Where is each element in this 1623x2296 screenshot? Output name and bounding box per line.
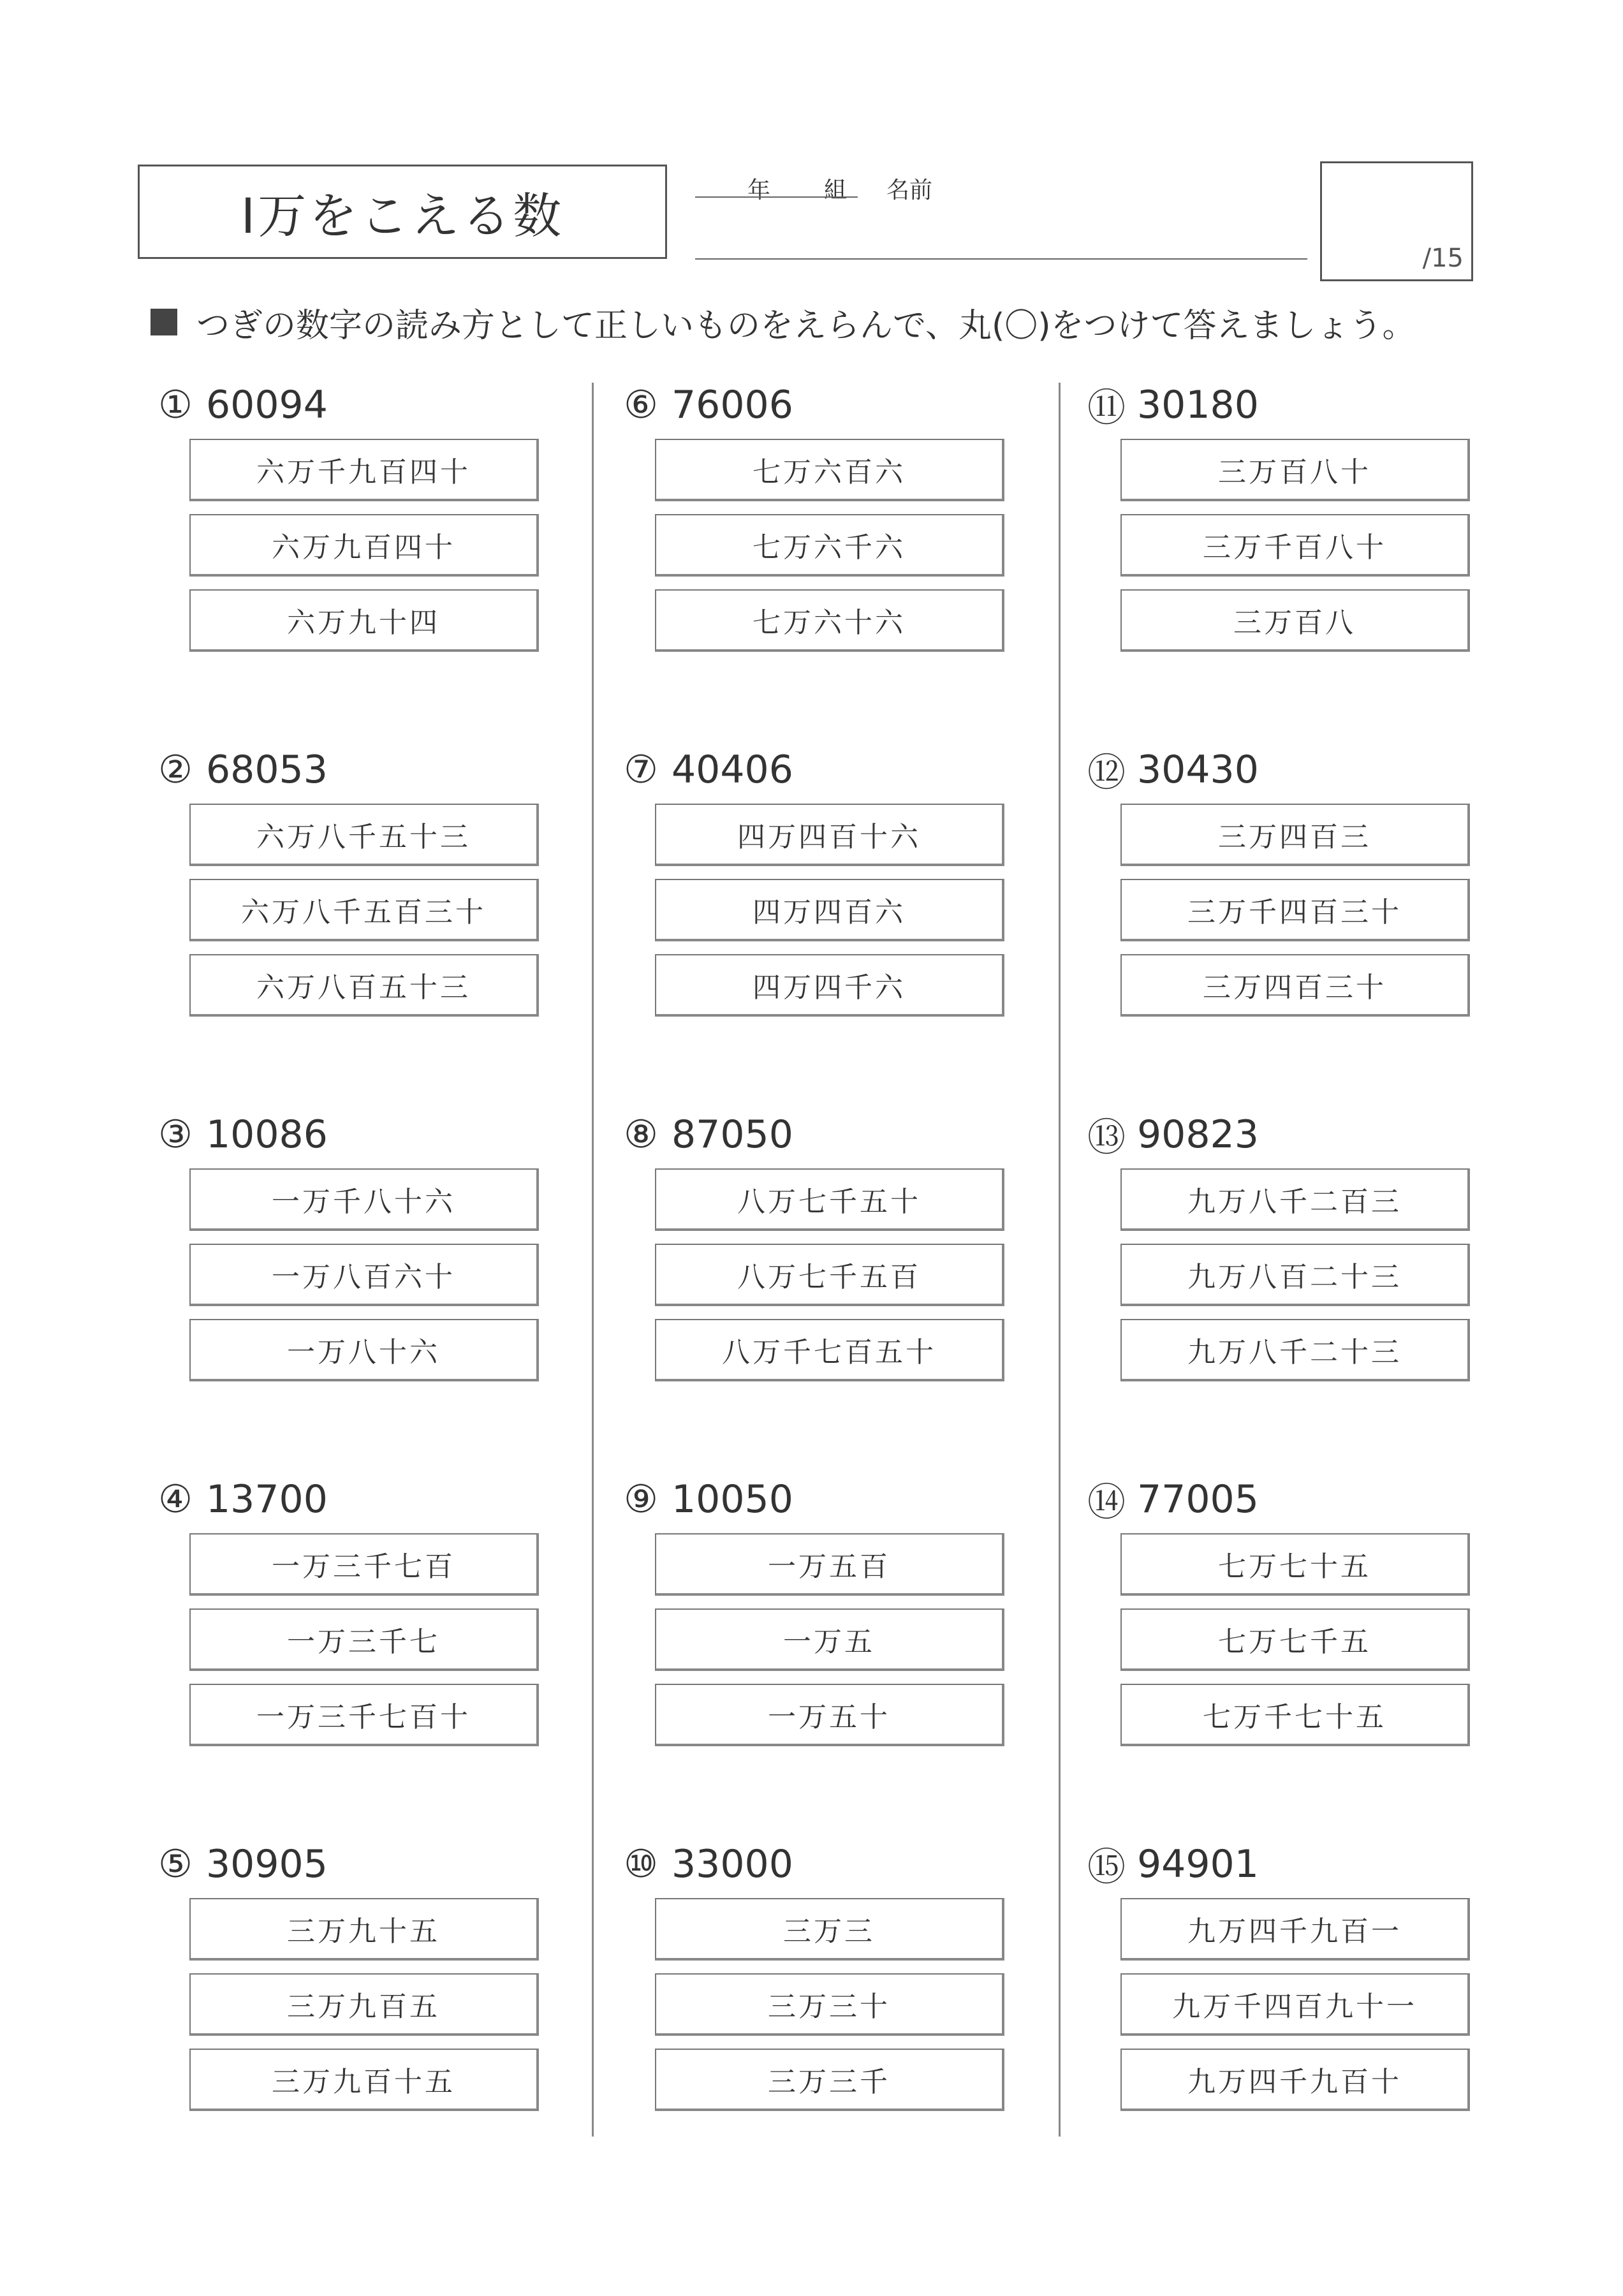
question-item xyxy=(1087,747,1502,1034)
question-heading xyxy=(622,1112,793,1157)
name-area xyxy=(695,159,1307,274)
answer-choice[interactable]: 一万三千七 xyxy=(189,1608,539,1671)
question-heading xyxy=(1087,383,1259,430)
score-total: /15 xyxy=(1422,244,1464,273)
question-item xyxy=(1087,1112,1502,1399)
question-item xyxy=(1087,383,1502,670)
answer-choice[interactable]: 九万四千九百十 xyxy=(1120,2049,1470,2111)
answer-choice[interactable]: 三万百八十 xyxy=(1120,439,1470,501)
answer-choice[interactable]: 一万千八十六 xyxy=(189,1168,539,1231)
question-value: 30180 xyxy=(1137,383,1259,427)
answer-choice[interactable]: 六万八千五十三 xyxy=(189,804,539,866)
class-label: 組 xyxy=(824,177,848,203)
question-value: 77005 xyxy=(1137,1477,1259,1522)
answer-choice[interactable]: 九万八百二十三 xyxy=(1120,1244,1470,1306)
question-heading xyxy=(622,1477,793,1522)
question-number: ⑬ xyxy=(1087,1115,1126,1160)
question-value: 90823 xyxy=(1137,1112,1259,1157)
question-item xyxy=(156,1112,571,1399)
question-heading xyxy=(1087,747,1259,795)
answer-choice[interactable]: 三万四百三十 xyxy=(1120,954,1470,1017)
question-heading xyxy=(622,383,793,427)
question-item xyxy=(622,747,1036,1034)
question-item xyxy=(622,1477,1036,1764)
answer-choice[interactable]: 一万八十六 xyxy=(189,1319,539,1381)
worksheet-title: Ⅰ万をこえる数 xyxy=(138,165,667,259)
question-value: 30430 xyxy=(1137,747,1259,792)
answer-choice[interactable]: 四万四百六 xyxy=(655,879,1004,941)
answer-choice[interactable]: 三万三千 xyxy=(655,2049,1004,2111)
question-heading xyxy=(156,383,328,427)
question-value: 10050 xyxy=(672,1477,793,1522)
question-heading xyxy=(622,747,793,792)
question-heading xyxy=(1087,1842,1259,1890)
question-item xyxy=(156,747,571,1034)
answer-choice[interactable]: 一万五十 xyxy=(655,1684,1004,1746)
question-value: 40406 xyxy=(672,747,793,792)
answer-choice[interactable]: 三万九十五 xyxy=(189,1898,539,1961)
question-item xyxy=(1087,1842,1502,2129)
answer-choice[interactable]: 七万六百六 xyxy=(655,439,1004,501)
answer-choice[interactable]: 六万千九百四十 xyxy=(189,439,539,501)
question-number: ⑪ xyxy=(1087,386,1126,430)
column-divider xyxy=(592,383,594,2137)
answer-choice[interactable]: 九万八千二百三 xyxy=(1120,1168,1470,1231)
question-value: 13700 xyxy=(206,1477,328,1522)
answer-choice[interactable]: 六万八百五十三 xyxy=(189,954,539,1017)
name-line[interactable] xyxy=(695,258,1307,260)
answer-choice[interactable]: 六万八千五百三十 xyxy=(189,879,539,941)
question-heading xyxy=(1087,1477,1259,1525)
answer-choice[interactable]: 七万千七十五 xyxy=(1120,1684,1470,1746)
answer-choice[interactable]: 九万千四百九十一 xyxy=(1120,1973,1470,2036)
question-heading xyxy=(156,1842,328,1887)
answer-choice[interactable]: 九万四千九百一 xyxy=(1120,1898,1470,1961)
question-heading xyxy=(622,1842,793,1887)
answer-choice[interactable]: 四万四千六 xyxy=(655,954,1004,1017)
answer-choice[interactable]: 七万六十六 xyxy=(655,589,1004,652)
question-value: 33000 xyxy=(672,1842,793,1887)
square-bullet-icon xyxy=(151,309,177,335)
answer-choice[interactable]: 三万千四百三十 xyxy=(1120,879,1470,941)
answer-choice[interactable]: 七万七十五 xyxy=(1120,1533,1470,1596)
answer-choice[interactable]: 七万六千六 xyxy=(655,514,1004,577)
answer-choice[interactable]: 一万五 xyxy=(655,1608,1004,1671)
question-number: ① xyxy=(158,383,193,427)
answer-choice[interactable]: 三万三十 xyxy=(655,1973,1004,2036)
score-box[interactable] xyxy=(1320,161,1473,281)
question-item xyxy=(622,1112,1036,1399)
column-divider xyxy=(1059,383,1061,2137)
answer-choice[interactable]: 八万千七百五十 xyxy=(655,1319,1004,1381)
question-number: ⑭ xyxy=(1087,1480,1126,1525)
question-heading xyxy=(156,747,328,792)
question-value: 87050 xyxy=(672,1112,793,1157)
year-class-line[interactable] xyxy=(695,196,858,198)
answer-choice[interactable]: 三万百八 xyxy=(1120,589,1470,652)
question-number: ⑤ xyxy=(158,1842,193,1887)
question-item xyxy=(622,1842,1036,2129)
question-item xyxy=(156,1477,571,1764)
question-number: ② xyxy=(158,747,193,792)
question-number: ④ xyxy=(158,1477,193,1522)
question-number: ⑮ xyxy=(1087,1845,1126,1890)
question-heading xyxy=(156,1477,328,1522)
answer-choice[interactable]: 六万九百四十 xyxy=(189,514,539,577)
answer-choice[interactable]: 四万四百十六 xyxy=(655,804,1004,866)
answer-choice[interactable]: 一万三千七百十 xyxy=(189,1684,539,1746)
question-item xyxy=(1087,1477,1502,1764)
question-heading xyxy=(156,1112,328,1157)
year-label: 年 xyxy=(747,177,771,203)
question-item xyxy=(156,1842,571,2129)
question-number: ⑥ xyxy=(624,383,658,427)
question-number: ⑦ xyxy=(624,747,658,792)
question-heading xyxy=(1087,1112,1259,1160)
answer-choice[interactable]: 八万七千五百 xyxy=(655,1244,1004,1306)
question-value: 68053 xyxy=(206,747,328,792)
answer-choice[interactable]: 一万五百 xyxy=(655,1533,1004,1596)
question-number: ⑫ xyxy=(1087,751,1126,795)
answer-choice[interactable]: 六万九十四 xyxy=(189,589,539,652)
question-number: ⑩ xyxy=(624,1842,658,1887)
question-value: 60094 xyxy=(206,383,328,427)
answer-choice[interactable]: 九万八千二十三 xyxy=(1120,1319,1470,1381)
answer-choice[interactable]: 一万三千七百 xyxy=(189,1533,539,1596)
question-number: ⑨ xyxy=(624,1477,658,1522)
name-label: 名前 xyxy=(886,177,933,203)
question-value: 30905 xyxy=(206,1842,328,1887)
question-value: 94901 xyxy=(1137,1842,1259,1887)
answer-choice[interactable]: 三万九百五 xyxy=(189,1973,539,2036)
instruction xyxy=(151,300,1416,344)
answer-choice[interactable]: 一万八百六十 xyxy=(189,1244,539,1306)
question-item xyxy=(622,383,1036,670)
answer-choice[interactable]: 三万三 xyxy=(655,1898,1004,1961)
answer-choice[interactable]: 三万九百十五 xyxy=(189,2049,539,2111)
instruction-text: つぎの数字の読み方として正しいものをえらんで、丸(〇)をつけて答えましょう。 xyxy=(196,306,1416,345)
question-value: 10086 xyxy=(206,1112,328,1157)
question-number: ③ xyxy=(158,1112,193,1157)
answer-choice[interactable]: 八万七千五十 xyxy=(655,1168,1004,1231)
answer-choice[interactable]: 三万千百八十 xyxy=(1120,514,1470,577)
question-item xyxy=(156,383,571,670)
question-value: 76006 xyxy=(672,383,793,427)
question-number: ⑧ xyxy=(624,1112,658,1157)
answer-choice[interactable]: 七万七千五 xyxy=(1120,1608,1470,1671)
answer-choice[interactable]: 三万四百三 xyxy=(1120,804,1470,866)
